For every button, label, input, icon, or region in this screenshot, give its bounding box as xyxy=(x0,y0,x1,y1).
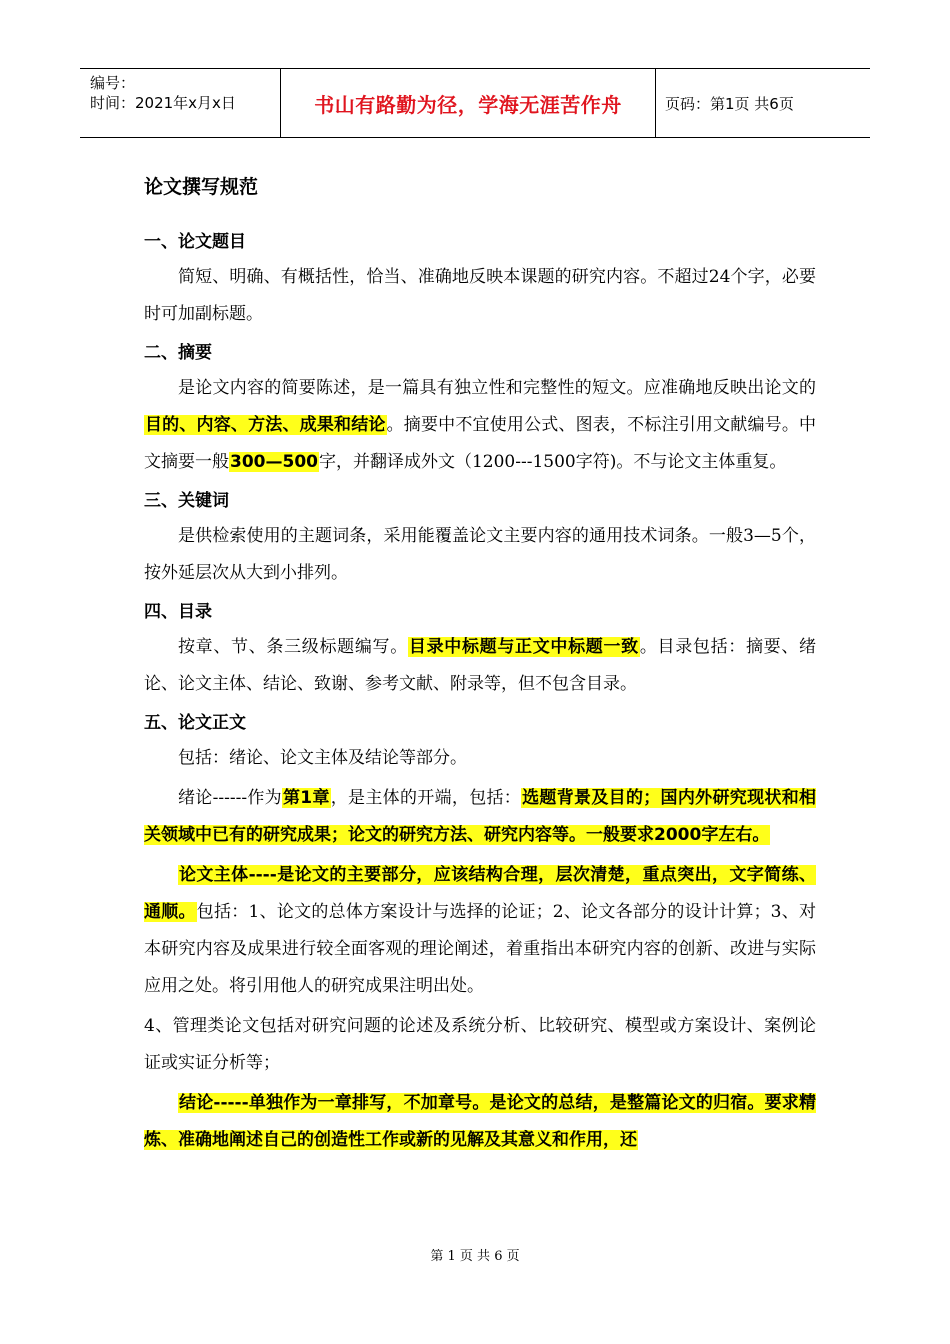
text-run: 。摘要中不宜使用公式、图表，不标注引用文献编号。中文摘要一般 xyxy=(144,415,817,472)
text-run: 包括：1、论文的总体方案设计与选择的论证；2、论文各部分的设计计算；3、对本研究内容及成果进行较全面客观的理论阐述，着重指出本研究内容的创新、改进与实际应用之处。将引用他人的研究成果注明出处。 xyxy=(144,902,817,996)
document-title: 论文撰写规范 xyxy=(144,176,259,198)
section-heading-main-text: 五、论文正文 xyxy=(144,713,246,733)
page-header xyxy=(80,68,870,138)
highlighted-text: 第1章 xyxy=(283,788,330,808)
section-paragraph: 包括：绪论、论文主体及结论等部分。 xyxy=(178,748,467,768)
document-time-label: 时间：2021年x月x日 xyxy=(90,94,236,112)
section-paragraph xyxy=(144,857,816,1005)
text-run: 绪论------作为 xyxy=(178,788,282,808)
section-paragraph xyxy=(144,1085,816,1159)
highlighted-text: 目的、内容、方法、成果和结论 xyxy=(145,415,386,435)
header-motto: 书山有路勤为径，学海无涯苦作舟 xyxy=(280,69,656,137)
header-page-label: 页码：第1页 共6页 xyxy=(665,94,794,113)
section-heading-title: 一、论文题目 xyxy=(144,232,246,252)
section-heading-abstract: 二、摘要 xyxy=(144,343,212,363)
section-paragraph: 简短、明确、有概括性，恰当、准确地反映本课题的研究内容。不超过24个字，必要时可加副标题。 xyxy=(144,267,816,324)
highlighted-text: 结论-----单独作为一章排写，不加章号。是论文的总结，是整篇论文的归宿。要求精炼、准确地阐述自己的创造性工作或新的见解及其意义和作用，还 xyxy=(144,1093,816,1150)
text-run: 按章、节、条三级标题编写。 xyxy=(178,637,408,657)
section-paragraph: 是供检索使用的主题词条，采用能覆盖论文主要内容的通用技术词条。一般3—5个，按外延层次从大到小排列。 xyxy=(144,526,816,583)
text-run: 。目录包括：摘要、绪论、论文主体、结论、致谢、参考文献、附录等，但不包含目录。 xyxy=(144,637,817,694)
section-paragraph xyxy=(144,629,816,703)
section-heading-keywords: 三、关键词 xyxy=(144,491,229,511)
highlighted-text: 300—500 xyxy=(230,452,318,472)
text-run: 字，并翻译成外文（1200---1500字符)。不与论文主体重复。 xyxy=(318,452,787,472)
document-number-label: 编号： xyxy=(90,74,136,92)
header-meta xyxy=(80,69,280,137)
highlighted-text: 选题背景及目的；国内外研究现状和相关领域中已有的研究成果；论文的研究方法、研究内容等。一般要求2000字左右。 xyxy=(144,788,816,845)
section-paragraph: 4、管理类论文包括对研究问题的论述及系统分析、比较研究、模型或方案设计、案例论证或实证分析等； xyxy=(144,1016,816,1073)
highlighted-text: 论文主体----是论文的主要部分，应该结构合理，层次清楚，重点突出，文字简练、通顺。 xyxy=(144,865,816,922)
highlighted-text: 目录中标题与正文中标题一致 xyxy=(408,637,639,657)
section-heading-toc: 四、目录 xyxy=(144,602,212,622)
page-footer: 第 1 页 共 6 页 xyxy=(430,1249,520,1264)
section-paragraph xyxy=(144,370,816,481)
text-run: ，是主体的开端，包括： xyxy=(330,788,522,808)
text-run: 是论文内容的简要陈述，是一篇具有独立性和完整性的短文。应准确地反映出论文的 xyxy=(178,378,816,398)
section-paragraph xyxy=(144,780,816,854)
document-body xyxy=(144,168,816,1162)
